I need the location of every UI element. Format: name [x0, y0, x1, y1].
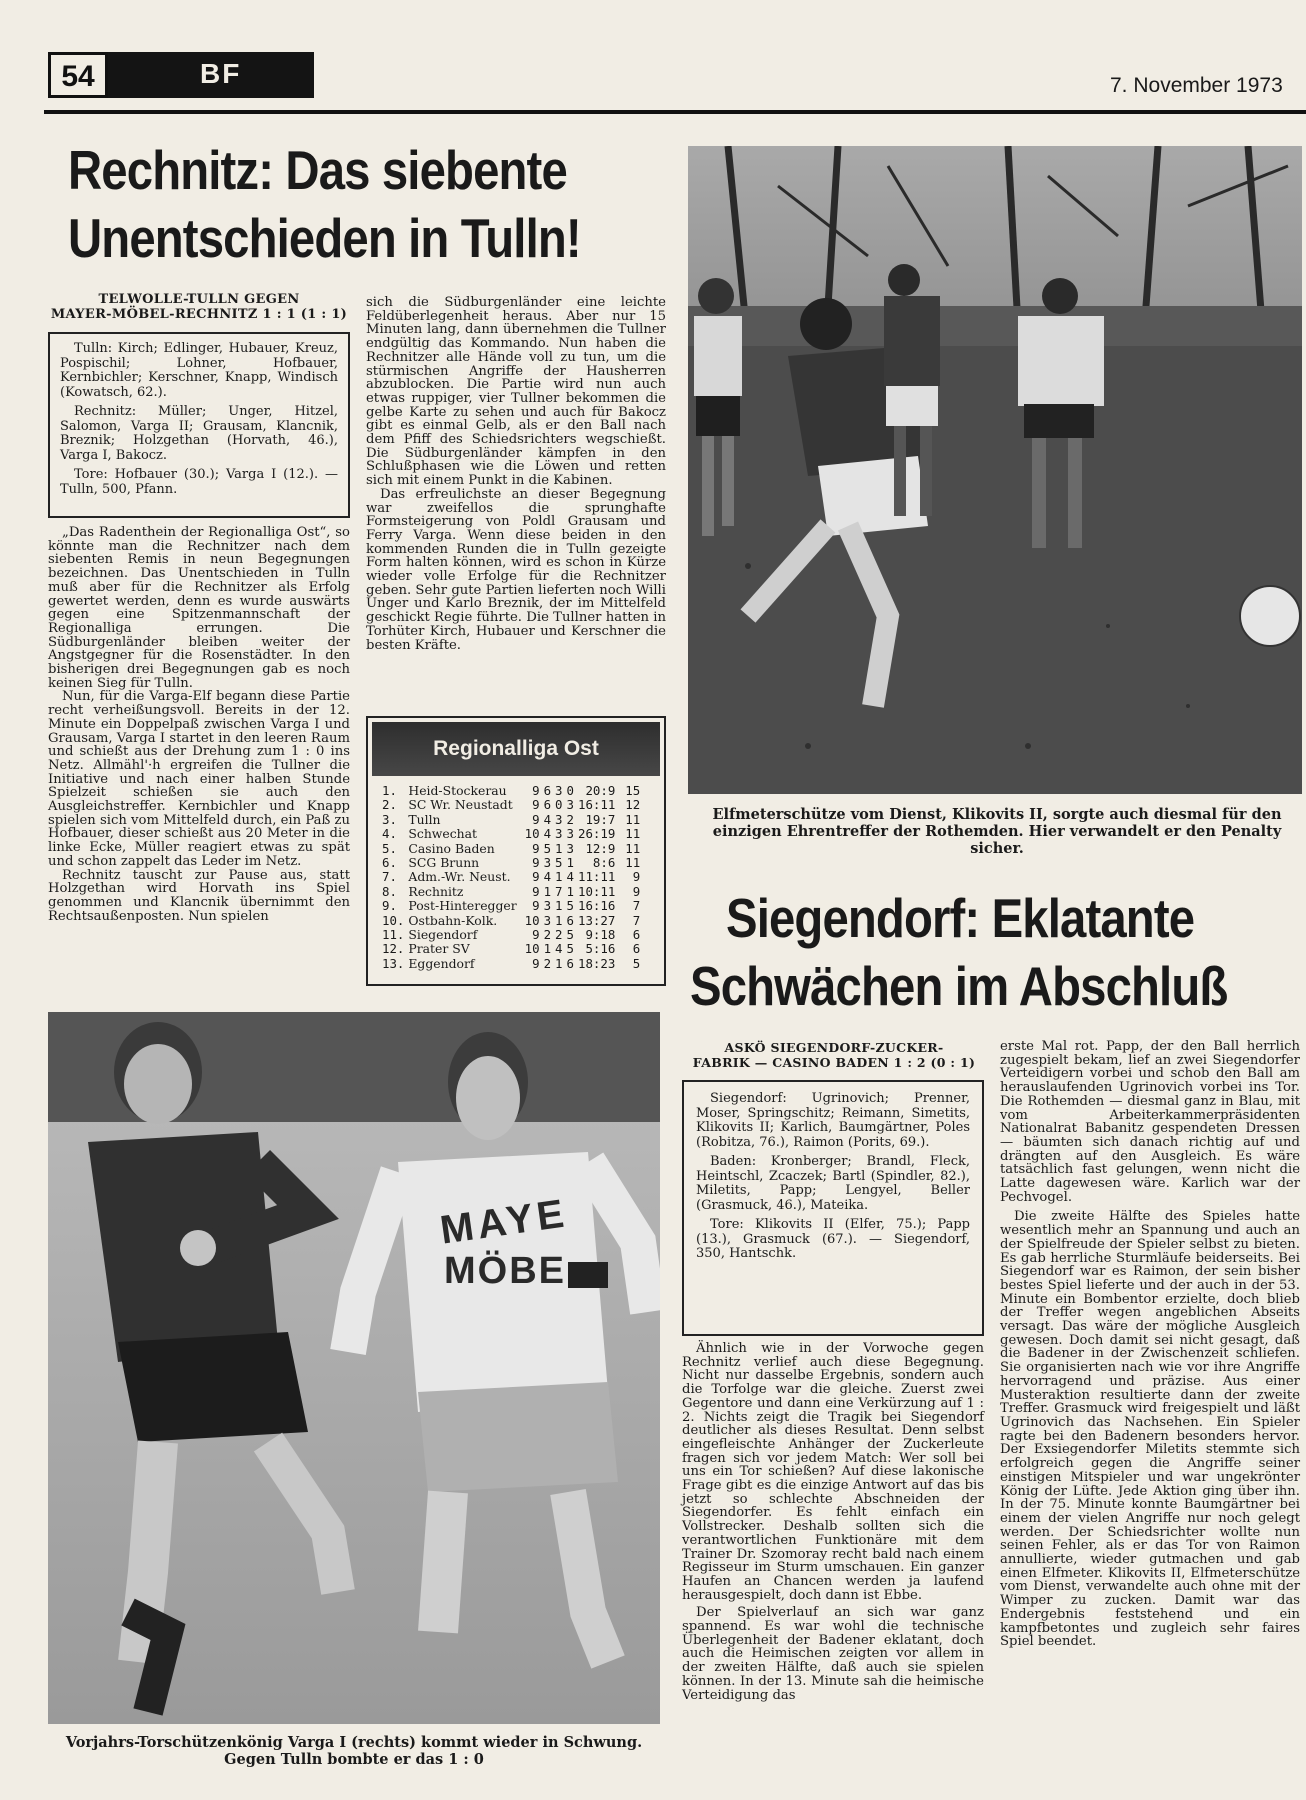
standings-won: 4 [543, 869, 552, 885]
standings-row [380, 942, 642, 956]
standings-row [380, 957, 642, 971]
standings-rank: 5. [382, 840, 397, 856]
standings-lost: 5 [566, 927, 574, 943]
standings-goals: 12:9 [585, 840, 616, 856]
standings-team: Siegendorf [408, 927, 478, 943]
photo1-caption: Elfmeterschütze vom Dienst, Klikovits II, sorgte auch diesmal für den einzigen Ehrentreffer der Rothemden. Hier verwandelt er den Penalty sicher. [712, 806, 1282, 857]
standings-row [380, 813, 642, 827]
standings-points: 9 [632, 869, 641, 885]
standings-goals: 8:6 [592, 855, 616, 871]
standings-rank: 4. [382, 826, 397, 842]
standings-rank: 13. [382, 955, 405, 971]
standings-team: Casino Baden [408, 840, 495, 856]
standings-lost: 6 [566, 955, 574, 971]
standings-rank: 6. [382, 855, 397, 871]
article1-column1 [48, 526, 350, 923]
standings-goals: 13:27 [577, 912, 616, 928]
standings-won: 2 [543, 955, 552, 971]
article1-para4: sich die Südburgenländer eine leichte Feldüberlegenheit heraus. Aber nur 15 Minuten lang, dann übernehmen die Tullner endgültig das Kommando. Nun haben die Rechnitzer alle Hände voll zu tun, um die stürmischen Angriffe der Hausherren abzublocken. Die Partie wird nun auch etwas ruppiger, vier Tullner bekommen die gelbe Karte zu sehen und auch für Bakocz gibt es einmal Gelb, als er den Ball nach dem Pfiff des Schiedsrichters wegschießt. Die Südburgenländer kämpfen in den Schlußphasen wie die Löwen und retten sich mit einem Punkt in die Kabinen. [366, 295, 666, 489]
standings-team: Adm.-Wr. Neust. [408, 869, 511, 885]
standings-row [380, 870, 642, 884]
standings-row [380, 914, 642, 928]
standings-played: 9 [532, 855, 540, 871]
standings-drawn: 1 [555, 898, 563, 914]
shirt-text-moebel: MÖBE [444, 1250, 566, 1292]
section-label: BF [200, 58, 242, 89]
standings-goals: 18:23 [577, 955, 616, 971]
standings-points: 6 [632, 927, 641, 943]
standings-played: 9 [532, 927, 540, 943]
standings-row [380, 798, 642, 812]
standings-goals: 26:19 [577, 826, 616, 842]
article1-match-title [44, 292, 354, 322]
standings-drawn: 3 [555, 783, 563, 798]
standings-lost: 3 [566, 840, 574, 856]
standings-won: 1 [543, 883, 552, 899]
standings-played: 9 [532, 797, 540, 813]
lineup-siegendorf: Siegendorf: Ugrinovich; Prenner, Moser, Springschitz; Reimann, Simetits, Klikovits II; Karlich, Baumgärtner, Poles (Robitza, 76.), Raimon (Porits, 69.). [696, 1091, 970, 1150]
standings-lost: 3 [566, 797, 574, 813]
standings-played: 10 [524, 912, 540, 928]
standings-won: 4 [543, 811, 552, 827]
standings-drawn: 3 [555, 811, 563, 827]
standings-box [366, 716, 666, 986]
article2-match-title [684, 1040, 984, 1070]
standings-rank: 12. [382, 941, 405, 957]
article2-match-line1: ASKÖ SIEGENDORF-ZUCKER- [724, 1040, 944, 1055]
standings-lost: 5 [566, 941, 574, 957]
standings-points: 7 [632, 912, 641, 928]
standings-row [380, 842, 642, 856]
article2-para4: Die zweite Hälfte des Spieles hatte wesentlich mehr an Spannung und auch an der Spielfreude der Spieler selbst zu bieten. Es gab herrliche Sturmläufe beiderseits. Bei Siegendorf war es Raimon, der sein bisher bestes Spiel lieferte und der auch in der 53. Minute ein Bombentor erzielte, doch blieb der Treffer wegen angeblichen Abseits versagt. Das wäre der mögliche Ausgleich gewesen. Doch damit sei nicht gesagt, daß die Badener in der Zwischenzeit schliefen. Sie organisierten nach wie vor ihre Angriffe hervorragend und präzise. Aus einer Musteraktion resultierte dann der zweite Treffer. Grasmuck wird freigespielt und läßt Ugrinovich das Nachsehen. Ein Spieler ragte bei den Badenern besonders hervor. Der Exsiegendorfer Miletits stemmte sich erfolgreich gegen die Angriffe seiner einstigen Mitspieler und war ungekrönter König der Lüfte. Jede Aktion ging über ihn. In der 75. Minute konnte Baumgärtner bei einem der vielen Angriffe nur noch gelegt werden. Der Schiedsrichter wollte nun seinen Fehler, als er das Tor von Raimon annullierte, wieder gutmachen und gab einen Elfmeter. Klikovits II, Elfmeterschütze vom Dienst, verwandelte auch ohne mit der Wimper zu zucken. Damit war das Endergebnis feststehend und ein kampfbetontes und zugleich sehr faires Spiel beendet. [1000, 1209, 1300, 1650]
standings-points: 11 [625, 855, 641, 871]
standings-team: SC Wr. Neustadt [408, 797, 513, 813]
standings-row [380, 899, 642, 913]
standings-drawn: 4 [555, 941, 563, 957]
standings-won: 2 [543, 927, 552, 943]
standings-team: Prater SV [408, 941, 470, 957]
standings-lost: 2 [566, 811, 574, 827]
standings-won: 5 [543, 840, 552, 856]
lineup-rechnitz: Rechnitz: Müller; Unger, Hitzel, Salomon, Varga II; Grausam, Klancnik, Breznik; Holzgethan (Horvath, 46.), Varga I, Bakocz. [60, 404, 338, 463]
article2-para3: erste Mal rot. Papp, der den Ball herrlich zugespielt bekam, lief an zwei Siegendorfer Verteidigern vorbei und schob den Ball am herauslaufenden Ugrinovich vorbei ins Tor. Die Rothemden — diesmal ganz in Blau, mit vom Arbeiterkammerpräsidenten Nationalrat Babanitz gespendeten Dressen — bäumten sich danach richtig auf und drängten auf den Ausgleich. Es wäre tatsächlich fast gelungen, wenn nicht die Latte dagewesen wäre. Karlich war der Pechvogel. [1000, 1039, 1300, 1205]
standings-table [380, 784, 642, 971]
standings-points: 11 [625, 826, 641, 842]
standings-team: Schwechat [408, 826, 478, 842]
standings-played: 9 [532, 955, 540, 971]
standings-goals: 5:16 [585, 941, 616, 957]
standings-drawn: 5 [555, 855, 563, 871]
standings-played: 10 [524, 941, 540, 957]
shirt-text-mayer: MAYE [437, 1191, 571, 1253]
standings-rank: 10. [382, 912, 405, 928]
penalty-scene-illustration [688, 146, 1302, 794]
football-graphic [1240, 586, 1300, 646]
standings-rank: 3. [382, 811, 397, 827]
standings-rank: 9. [382, 898, 397, 914]
standings-points: 11 [625, 811, 641, 827]
standings-goals: 19:7 [585, 811, 616, 827]
standings-row [380, 885, 642, 899]
standings-drawn: 2 [555, 927, 563, 943]
standings-lost: 3 [566, 826, 574, 842]
article1-headline-line2: Unentschieden in Tulln! [68, 207, 581, 269]
article2-match-line2: FABRIK — CASINO BADEN 1 : 2 (0 : 1) [692, 1055, 976, 1070]
article2-column1 [682, 1342, 984, 1702]
standings-rank: 7. [382, 869, 397, 885]
standings-goals: 10:11 [577, 883, 616, 899]
standings-points: 9 [632, 883, 641, 899]
article2-para2: Der Spielverlauf an sich war ganz spannend. Es war wohl die technische Überlegenheit der Badener eklatant, doch auch die Heimischen zeigten vor allem in der zweiten Hälfte, daß auch sie spielen können. In der 13. Minute sah die heimische Verteidigung das [682, 1605, 984, 1703]
standings-row [380, 827, 642, 841]
article2-headline-line1: Siegendorf: Eklatante [726, 887, 1195, 949]
issue-date: 7. November 1973 [1110, 74, 1283, 97]
article1-match-line2: MAYER-MÖBEL-RECHNITZ 1 : 1 (1 : 1) [50, 307, 348, 322]
standings-points: 12 [625, 797, 641, 813]
photo-varga-running [48, 1012, 660, 1724]
standings-lost: 1 [566, 883, 574, 899]
standings-drawn: 1 [555, 955, 563, 971]
standings-team: SCG Brunn [408, 855, 480, 871]
standings-rank: 2. [382, 797, 397, 813]
standings-rank: 11. [382, 927, 405, 943]
article1-headline-line1: Rechnitz: Das siebente [68, 139, 567, 201]
article1-para2: Nun, für die Varga-Elf begann diese Partie recht verheißungsvoll. Bereits in der 12. Minute ein Doppelpaß zwischen Varga I und Grausam, Varga I startet in den leeren Raum und schießt aus der Drehung zum 1 : 0 ins Netz. Allmähl'·h ergreifen die Tullner die Initiative und nach einer halben Stunde Spielzeit schießen sie auch den Ausgleichstreffer. Kernbichler und Knapp spielen sich vom Mittelfeld durch, ein Paß zu Hofbauer, dieser schießt aus 20 Meter in die linke Ecke, Müller reagiert etwas zu spät und schon zappelt das Leder im Netz. [48, 689, 350, 869]
standings-won: 3 [543, 898, 552, 914]
masthead [44, 48, 1306, 118]
standings-lost: 1 [566, 855, 574, 871]
standings-drawn: 1 [555, 869, 563, 885]
standings-played: 9 [532, 898, 540, 914]
standings-points: 11 [625, 840, 641, 856]
standings-won: 3 [543, 855, 552, 871]
standings-played: 9 [532, 811, 540, 827]
article1-match-line1: TELWOLLE-TULLN GEGEN [98, 292, 300, 307]
standings-row [380, 928, 642, 942]
article2-headline-line2: Schwächen im Abschluß [690, 955, 1228, 1017]
standings-played: 9 [532, 869, 540, 885]
standings-drawn: 0 [555, 797, 563, 813]
page-number: 54 [61, 60, 95, 93]
standings-team: Post-Hinteregger [408, 898, 517, 914]
article1-lineup-box [48, 332, 350, 518]
standings-team: Tulln [408, 811, 441, 827]
standings-points: 7 [632, 898, 641, 914]
lineup-baden: Baden: Kronberger; Brandl, Fleck, Heintschl, Zcaczek; Bartl (Spindler, 82.), Miletits, Papp; Lengyel, Beller (Grasmuck, 46.), Mateika. [696, 1154, 970, 1213]
standings-goals: 16:11 [577, 797, 616, 813]
standings-goals: 16:16 [577, 898, 616, 914]
masthead-rule [44, 110, 1306, 114]
standings-drawn: 7 [555, 883, 563, 899]
standings-played: 9 [532, 883, 540, 899]
standings-lost: 0 [566, 783, 574, 798]
standings-title: Regionalliga Ost [433, 737, 599, 760]
standings-won: 4 [543, 826, 552, 842]
article2-goals: Tore: Klikovits II (Elfer, 75.); Papp (13.), Grasmuck (67.). — Siegendorf, 350, Hantschk. [696, 1217, 970, 1261]
standings-played: 9 [532, 840, 540, 856]
standings-goals: 20:9 [585, 783, 616, 798]
standings-rank: 8. [382, 883, 397, 899]
varga-scene-illustration [48, 1012, 660, 1724]
standings-team: Ostbahn-Kolk. [408, 912, 498, 928]
lineup-tulln: Tulln: Kirch; Edlinger, Hubauer, Kreuz, Pospischil; Lohner, Hofbauer, Kernbichler; Kerschner, Knapp, Windisch (Kowatsch, 62.). [60, 341, 338, 400]
standings-won: 6 [543, 783, 552, 798]
article1-para5: Das erfreulichste an dieser Begegnung war zweifellos die sprunghafte Formsteigerung von Poldl Grausam und Ferry Varga. Wenn diese beiden in den kommenden Runden die in Tulln gezeigte Form halten können, wird es schon in Kürze wieder volle Erfolge für die Rechnitzer geben. Sehr gute Partien lieferten noch Willi Unger und Karlo Breznik, der im Mittelfeld geschickt Regie führte. Die Tullner hatten in Torhüter Kirch, Hubauer und Kerschner die besten Kräfte. [366, 486, 666, 653]
article1-goals: Tore: Hofbauer (30.); Varga I (12.). — Tulln, 500, Pfann. [60, 467, 338, 497]
standings-won: 1 [543, 941, 552, 957]
photo2-caption: Vorjahrs-Torschützenkönig Varga I (rechts) kommt wieder in Schwung. Gegen Tulln bombte er das 1 : 0 [65, 1734, 643, 1768]
standings-header [372, 722, 660, 776]
standings-drawn: 1 [555, 912, 563, 928]
standings-goals: 11:11 [577, 869, 616, 885]
standings-lost: 5 [566, 898, 574, 914]
standings-row [380, 856, 642, 870]
standings-points: 6 [632, 941, 641, 957]
standings-team: Rechnitz [408, 883, 464, 899]
article2-lineup-box [682, 1080, 984, 1336]
standings-lost: 4 [566, 869, 574, 885]
standings-lost: 6 [566, 912, 574, 928]
standings-drawn: 3 [555, 826, 563, 842]
standings-rank: 1. [382, 783, 397, 798]
standings-won: 3 [543, 912, 552, 928]
article1-para3: Rechnitz tauscht zur Pause aus, statt Holzgethan wird Horvath ins Spiel genommen und Klancnik übernimmt den Rechtsaußenposten. Nun spielen [48, 867, 350, 924]
photo-penalty-kick [688, 146, 1302, 794]
standings-played: 10 [524, 826, 540, 842]
article1-para1: „Das Radenthein der Regionalliga Ost“, so könnte man die Rechnitzer nach dem siebenten Remis in neun Begegnungen bezeichnen. Das Unentschieden in Tulln muß aber für die Rechnitzer als Erfolg gewertet werden, denn es wurde auswärts gegen eine Spitzenmannschaft der Regionalliga errungen. Die Südburgenländer bleiben weiter der Angstgegner für die Rosenstädter. In den bisherigen drei Begegnungen gab es noch keinen Sieg für Tulln. [48, 525, 350, 691]
standings-team: Heid-Stockerau [408, 783, 507, 798]
standings-won: 6 [543, 797, 552, 813]
article1-column2 [366, 296, 666, 652]
standings-team: Eggendorf [408, 955, 475, 971]
article2-para1: Ähnlich wie in der Vorwoche gegen Rechnitz verlief auch diese Begegnung. Nicht nur dasselbe Ergebnis, sondern auch die Torfolge war die gleiche. Zuerst zwei Gegentore und dann eine Verkürzung auf 1 : 2. Nichts zeigt die Tragik bei Siegendorf deutlicher als dieses Resultat. Denn selbst eingefleischte Anhänger der Zuckerleute fragen sich vor jedem Match: Wer soll bei uns ein Tor schießen? Auf diese lakonische Frage gibt es die einzige Antwort auf das bis jetzt so schlechte Abschneiden der Siegendorfer. Es fehlt einfach ein Vollstrecker. Deshalb sollten sich die verantwortlichen Funktionäre mit dem Trainer Dr. Szomoray recht bald nach einem Regisseur im Sturm umschauen. Ein ganzer Haufen an Chancen werden ja laufend herausgespielt, doch dann ist Ebbe. [682, 1341, 984, 1603]
standings-played: 9 [532, 783, 540, 798]
standings-points: 5 [632, 955, 641, 971]
standings-drawn: 1 [555, 840, 563, 856]
standings-points: 15 [625, 783, 641, 798]
standings-goals: 9:18 [585, 927, 616, 943]
article2-column2 [1000, 1040, 1300, 1649]
standings-row [380, 784, 642, 798]
